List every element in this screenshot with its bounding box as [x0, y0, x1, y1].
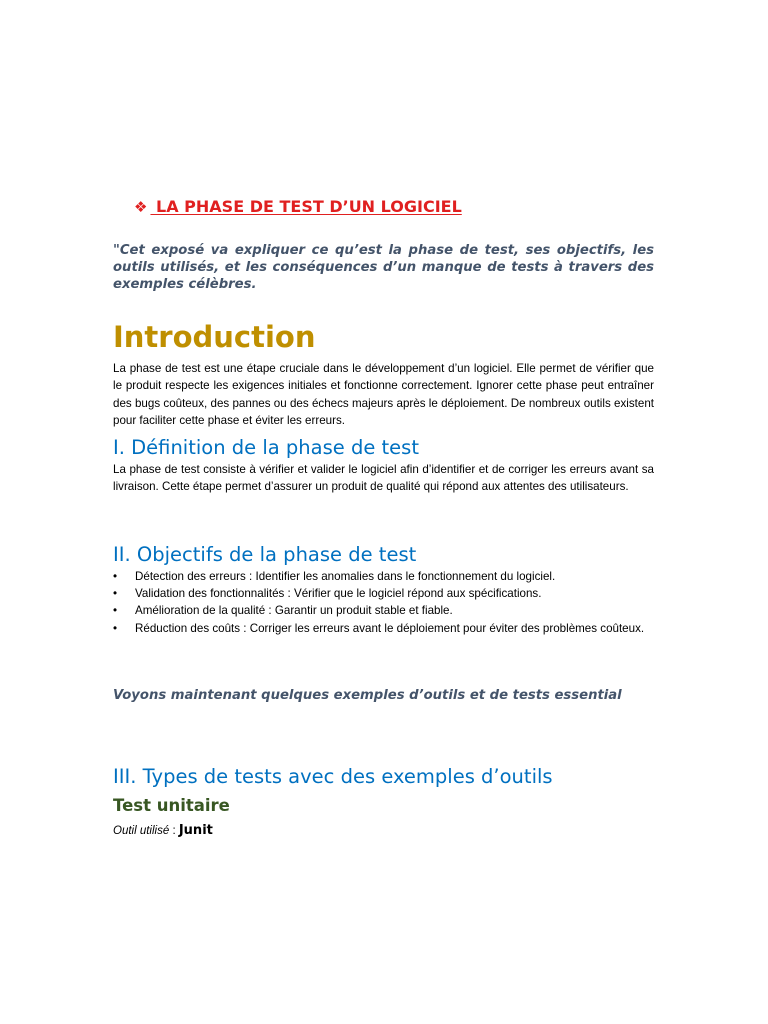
tool-separator: :: [169, 825, 179, 837]
bullet-icon: •: [113, 621, 118, 635]
list-item: [113, 620, 654, 637]
document-title: [134, 197, 462, 216]
list-item: [113, 585, 654, 602]
tool-line: [113, 819, 213, 838]
list-item-text: Amélioration de la qualité : Garantir un produit stable et fiable.: [135, 604, 453, 618]
test-unitaire-subheading: Test unitaire: [113, 796, 230, 815]
bullet-icon: •: [113, 570, 118, 583]
section-1-heading: I. Définition de la phase de test: [113, 436, 419, 459]
section-1-paragraph: La phase de test consiste à vérifier et valider le logiciel afin d’identifier et de corriger les erreurs avant sa livraison. Cette étape permet d’assurer un produit de qualité qui répond aux attentes des utilisateurs.: [113, 463, 654, 494]
list-item-text: Réduction des coûts : Corriger les erreurs avant le déploiement pour éviter des problèmes coûteux.: [135, 621, 645, 635]
introduction-heading: Introduction: [113, 320, 316, 354]
bullet-icon: •: [113, 604, 118, 618]
introduction-paragraph: La phase de test est une étape cruciale dans le développement d’un logiciel. Elle permet de vérifier que le produit respecte les exigences initiales et fonctionne correctement. Ignorer cette phase peut entraîner des bugs coûteux, des pannes ou des échecs majeurs après le déploiement. De nombreux outils existent pour faciliter cette phase et éviter les erreurs.: [113, 362, 654, 428]
list-item: [113, 602, 654, 619]
section-2-heading: II. Objectifs de la phase de test: [113, 543, 417, 566]
list-item-text: Détection des erreurs : Identifier les anomalies dans le fonctionnement du logiciel.: [135, 570, 556, 583]
document-title-text: LA PHASE DE TEST D’UN LOGICIEL: [150, 197, 462, 216]
objectives-list: [113, 568, 654, 637]
tool-label: Outil utilisé: [113, 825, 170, 837]
bullet-icon: •: [113, 587, 118, 601]
tool-value: Junit: [178, 823, 213, 838]
list-item-text: Validation des fonctionnalités : Vérifier que le logiciel répond aux spécifications.: [135, 587, 542, 601]
list-item: [113, 568, 654, 585]
section-3-heading: III. Types de tests avec des exemples d’outils: [113, 765, 553, 788]
diamond-bullet-icon: ❖: [134, 198, 148, 216]
transition-text: Voyons maintenant quelques exemples d’outils et de tests essential: [113, 688, 622, 703]
intro-quote: "Cet exposé va expliquer ce qu’est la phase de test, ses objectifs, les outils utilisés, et les conséquences d’un manque de tests à travers des exemples célèbres.: [113, 243, 654, 292]
